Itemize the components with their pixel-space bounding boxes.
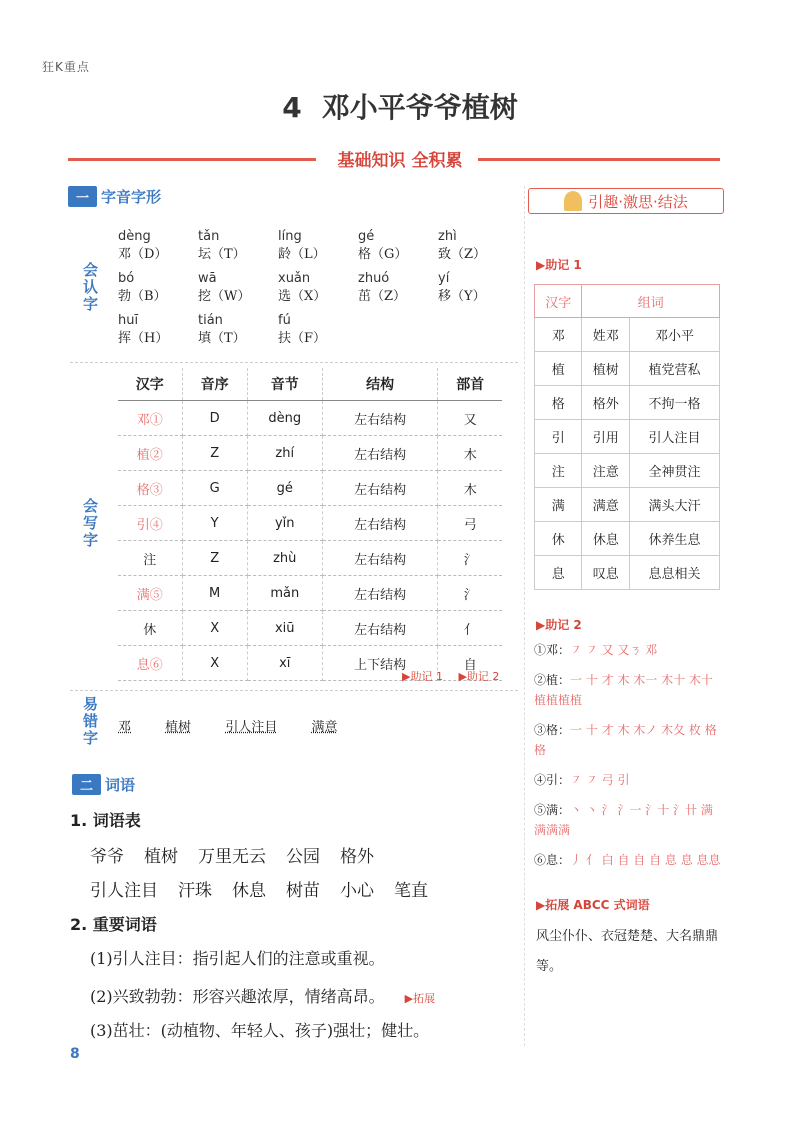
section-heading-2 xyxy=(72,774,135,795)
yinxu-cell: X xyxy=(182,646,247,681)
table-row xyxy=(535,420,720,454)
section-heading-1 xyxy=(68,186,161,207)
zuci-cell: 注 xyxy=(535,454,582,488)
bushou-cell: 亻 xyxy=(438,611,502,646)
bishun-item xyxy=(534,800,724,840)
pinyin-text: fú xyxy=(278,313,291,328)
pinyin-cell xyxy=(438,228,518,264)
yicuozi-label: 易错字 xyxy=(81,696,99,747)
table-row xyxy=(535,488,720,522)
tuozhan-link[interactable]: ▶拓展 xyxy=(404,992,436,1005)
bishun-strokes: 丿 亻 白 自 自 自 息 息 息息 xyxy=(570,853,721,867)
table-row xyxy=(118,576,502,611)
yinjie-cell: mǎn xyxy=(247,576,322,611)
yinjie-cell: xiū xyxy=(247,611,322,646)
hanzi-cell: 休 xyxy=(118,611,182,646)
word: 万里无云 xyxy=(198,847,266,867)
yinjie-cell: xī xyxy=(247,646,322,681)
yinxu-cell: G xyxy=(182,471,247,506)
hanzi-cell: 邓① xyxy=(118,401,182,436)
character-text: 扶（F） xyxy=(278,331,327,346)
yicuozi-item: 植树 xyxy=(165,720,192,735)
jiegou-cell: 左右结构 xyxy=(322,541,438,576)
zhuji1-tag: ▶助记 1 xyxy=(536,258,582,272)
character-text: 茁（Z） xyxy=(358,289,407,304)
pinyin-grid xyxy=(118,228,498,348)
pinyin-cell xyxy=(358,270,438,306)
bushou-cell: 又 xyxy=(438,401,502,436)
yinjie-cell: yǐn xyxy=(247,506,322,541)
jiegou-cell: 左右结构 xyxy=(322,436,438,471)
table-row xyxy=(535,556,720,590)
table-row xyxy=(118,401,502,436)
ciyubiao-line-2 xyxy=(90,876,448,901)
yicuozi-item: 引人注目 xyxy=(225,720,278,735)
zuci-cell: 邓小平 xyxy=(629,318,719,352)
section-tag-2: 二 xyxy=(72,774,101,795)
jiegou-cell: 左右结构 xyxy=(322,506,438,541)
bushou-cell: 氵 xyxy=(438,576,502,611)
pinyin-cell xyxy=(438,270,518,306)
word: 植树 xyxy=(144,847,178,867)
pinyin-text: tǎn xyxy=(198,229,220,244)
table-header: 音序 xyxy=(182,368,247,401)
table-row xyxy=(535,386,720,420)
word: 小心 xyxy=(340,881,374,901)
pinyin-cell xyxy=(358,228,438,264)
bishun-label: ⑤满： xyxy=(534,803,571,817)
pinyin-text: zhì xyxy=(438,229,457,244)
character-text: 龄（L） xyxy=(278,247,326,262)
pinyin-cell xyxy=(118,228,198,264)
bishun-strokes: 一 十 才 木 木一 木十 木十 植植植植 xyxy=(534,673,713,707)
pinyin-text: xuǎn xyxy=(278,271,311,286)
pinyin-cell xyxy=(278,228,358,264)
bushou-cell: 木 xyxy=(438,436,502,471)
zuci-cell: 格 xyxy=(535,386,582,420)
pinyin-text: líng xyxy=(278,229,302,244)
word: 公园 xyxy=(286,847,320,867)
lesson-title xyxy=(0,86,800,126)
bishun-label: ⑥息： xyxy=(534,853,571,867)
pinyin-text: zhuó xyxy=(358,271,390,286)
zuci-cell: 引 xyxy=(535,420,582,454)
bishun-strokes: 丶 丶 氵 氵一 氵十 氵卄 满满满满 xyxy=(534,803,713,837)
pinyin-cell xyxy=(278,270,358,306)
section-label-1: 字音字形 xyxy=(101,188,162,206)
side-banner xyxy=(528,188,724,214)
zuci-cell: 植树 xyxy=(582,352,629,386)
pinyin-cell xyxy=(278,312,358,348)
word: 休息 xyxy=(232,881,266,901)
jiegou-cell: 左右结构 xyxy=(322,576,438,611)
bishun-item xyxy=(534,640,724,660)
yinjie-cell: zhù xyxy=(247,541,322,576)
yinxu-cell: M xyxy=(182,576,247,611)
bishun-item xyxy=(534,850,724,870)
banner-rule-right xyxy=(478,158,720,161)
bishun-strokes: ㇇ ㇇ 弓 引 xyxy=(570,773,630,787)
zuci-cell: 叹息 xyxy=(582,556,629,590)
bishun-strokes: ㇇ ㇇ 又 又ㄋ 邓 xyxy=(570,643,658,657)
table-row xyxy=(535,522,720,556)
banner-rule-left xyxy=(68,158,316,161)
ciyubiao-title: 1. 词语表 xyxy=(70,811,141,830)
bishun-label: ④引： xyxy=(534,773,571,787)
pinyin-text: gé xyxy=(358,229,375,244)
table-row xyxy=(118,436,502,471)
lesson-number: 4 xyxy=(282,91,302,124)
section-banner: 基础知识 全积累 xyxy=(337,151,463,171)
zuci-cell: 植党营私 xyxy=(629,352,719,386)
word: 汗珠 xyxy=(178,881,212,901)
bishun-label: ①邓： xyxy=(534,643,571,657)
hanzi-cell: 引④ xyxy=(118,506,182,541)
table-header: 部首 xyxy=(438,368,502,401)
zuci-header: 组词 xyxy=(582,285,720,318)
word: 树苗 xyxy=(286,881,320,901)
yicuozi-item: 邓 xyxy=(118,720,132,735)
write-table xyxy=(118,368,502,681)
huirenzi-label: 会认字 xyxy=(81,262,99,313)
character-text: 挥（H） xyxy=(118,331,169,346)
jiegou-cell: 左右结构 xyxy=(322,611,438,646)
bushou-cell: 氵 xyxy=(438,541,502,576)
zuci-cell: 满意 xyxy=(582,488,629,522)
column-divider xyxy=(524,186,525,1046)
word: 格外 xyxy=(340,847,374,867)
yinjie-cell: zhí xyxy=(247,436,322,471)
brand-logo: 狂K重点 xyxy=(42,60,90,74)
bishun-strokes: 一 十 才 木 木ノ 木夂 枚 格格 xyxy=(534,723,717,757)
section-tag-1: 一 xyxy=(68,186,97,207)
yicuozi-item: 满意 xyxy=(311,720,338,735)
table-row xyxy=(118,611,502,646)
zuci-cell: 植 xyxy=(535,352,582,386)
character-text: 挖（W） xyxy=(198,289,251,304)
zuci-cell: 全神贯注 xyxy=(629,454,719,488)
zhongyao-item-3: (3)茁壮：(动植物、年轻人、孩子)强壮；健壮。 xyxy=(90,1021,430,1040)
hanzi-cell: 格③ xyxy=(118,471,182,506)
table-row xyxy=(535,454,720,488)
zuci-cell: 休 xyxy=(535,522,582,556)
zuci-cell: 休息 xyxy=(582,522,629,556)
bishun-label: ③格： xyxy=(534,723,571,737)
pinyin-text: yí xyxy=(438,271,450,286)
bishun-item xyxy=(534,720,724,760)
zuci-cell: 休养生息 xyxy=(629,522,719,556)
table-row xyxy=(118,506,502,541)
zuci-cell: 满 xyxy=(535,488,582,522)
yinjie-cell: gé xyxy=(247,471,322,506)
zuci-cell: 息 xyxy=(535,556,582,590)
side-banner-text: 引趣·激思·结法 xyxy=(588,192,688,211)
bushou-cell: 弓 xyxy=(438,506,502,541)
divider xyxy=(70,362,518,363)
zhongyao-title: 2. 重要词语 xyxy=(70,915,157,934)
pinyin-cell xyxy=(198,228,278,264)
zhongyao-item-2: (2)兴致勃勃：形容兴趣浓厚，情绪高昂。 ▶拓展 xyxy=(90,987,436,1006)
character-text: 坛（T） xyxy=(198,247,246,262)
zuci-cell: 引用 xyxy=(582,420,629,454)
character-text: 选（X） xyxy=(278,289,327,304)
zuci-cell: 息息相关 xyxy=(629,556,719,590)
table-row xyxy=(535,318,720,352)
character-text: 格（G） xyxy=(358,247,408,262)
zuci-cell: 邓 xyxy=(535,318,582,352)
character-text: 填（T） xyxy=(198,331,246,346)
zuci-cell: 注意 xyxy=(582,454,629,488)
jiegou-cell: 左右结构 xyxy=(322,401,438,436)
bishun-list xyxy=(534,640,724,880)
zhuji2-tag: ▶助记 2 xyxy=(536,618,582,632)
hanzi-cell: 注 xyxy=(118,541,182,576)
word: 笔直 xyxy=(394,881,428,901)
yinxu-cell: D xyxy=(182,401,247,436)
bushou-cell: 木 xyxy=(438,471,502,506)
character-text: 勃（B） xyxy=(118,289,167,304)
pinyin-cell xyxy=(198,312,278,348)
bushou-cell: 自 xyxy=(438,646,502,681)
zuci-cell: 引人注目 xyxy=(629,420,719,454)
pinyin-text: bó xyxy=(118,271,135,286)
zhuji-link-1[interactable]: ▶助记 1 xyxy=(402,670,443,683)
pinyin-cell xyxy=(198,270,278,306)
character-text: 移（Y） xyxy=(438,289,486,304)
pinyin-text: tián xyxy=(198,313,223,328)
zhuji-link-2[interactable]: ▶助记 2 xyxy=(458,670,500,683)
hanzi-cell: 植② xyxy=(118,436,182,471)
character-text: 致（Z） xyxy=(438,247,487,262)
zuci-table xyxy=(534,284,720,590)
table-header: 汉字 xyxy=(118,368,182,401)
yinjie-cell: dèng xyxy=(247,401,322,436)
zuci-cell: 不拘一格 xyxy=(629,386,719,420)
tuozhan-tag: ▶拓展 ABCC 式词语 xyxy=(536,898,650,912)
yinxu-cell: Z xyxy=(182,436,247,471)
pinyin-cell xyxy=(118,270,198,306)
pinyin-text: dèng xyxy=(118,229,151,244)
pinyin-cell xyxy=(118,312,198,348)
table-row xyxy=(118,541,502,576)
page-number: 8 xyxy=(70,1046,80,1062)
zuci-cell: 满头大汗 xyxy=(629,488,719,522)
jiegou-cell: 左右结构 xyxy=(322,471,438,506)
zhongyao-item-1: (1)引人注目：指引起人们的注意或重视。 xyxy=(90,949,385,968)
zhuji-links xyxy=(390,668,499,684)
word: 爷爷 xyxy=(90,847,124,867)
pinyin-text: wā xyxy=(198,271,217,286)
yinxu-cell: Z xyxy=(182,541,247,576)
word: 引人注目 xyxy=(90,881,158,901)
section-label-2: 词语 xyxy=(105,776,136,794)
tuozhan-text: 风尘仆仆、衣冠楚楚、大名鼎鼎等。 xyxy=(536,929,719,974)
hanzi-cell: 息⑥ xyxy=(118,646,182,681)
ciyubiao-line-1 xyxy=(90,842,394,867)
jiegou-cell: 上下结构 xyxy=(322,646,438,681)
table-row xyxy=(118,471,502,506)
table-row xyxy=(535,352,720,386)
zuci-cell: 格外 xyxy=(582,386,629,420)
teacher-icon xyxy=(564,191,582,211)
table-header: 结构 xyxy=(322,368,438,401)
bishun-item xyxy=(534,670,724,710)
divider xyxy=(70,690,518,691)
bishun-item xyxy=(534,770,724,790)
yinxu-cell: Y xyxy=(182,506,247,541)
zuci-header: 汉字 xyxy=(535,285,582,318)
zuci-cell: 姓邓 xyxy=(582,318,629,352)
pinyin-text: huī xyxy=(118,313,139,328)
bishun-label: ②植： xyxy=(534,673,571,687)
yinxu-cell: X xyxy=(182,611,247,646)
lesson-title-text: 邓小平爷爷植树 xyxy=(321,91,518,124)
hanzi-cell: 满⑤ xyxy=(118,576,182,611)
table-header: 音节 xyxy=(247,368,322,401)
yicuozi-list xyxy=(118,716,353,735)
character-text: 邓（D） xyxy=(118,247,168,262)
huixiezi-label: 会写字 xyxy=(81,498,99,549)
